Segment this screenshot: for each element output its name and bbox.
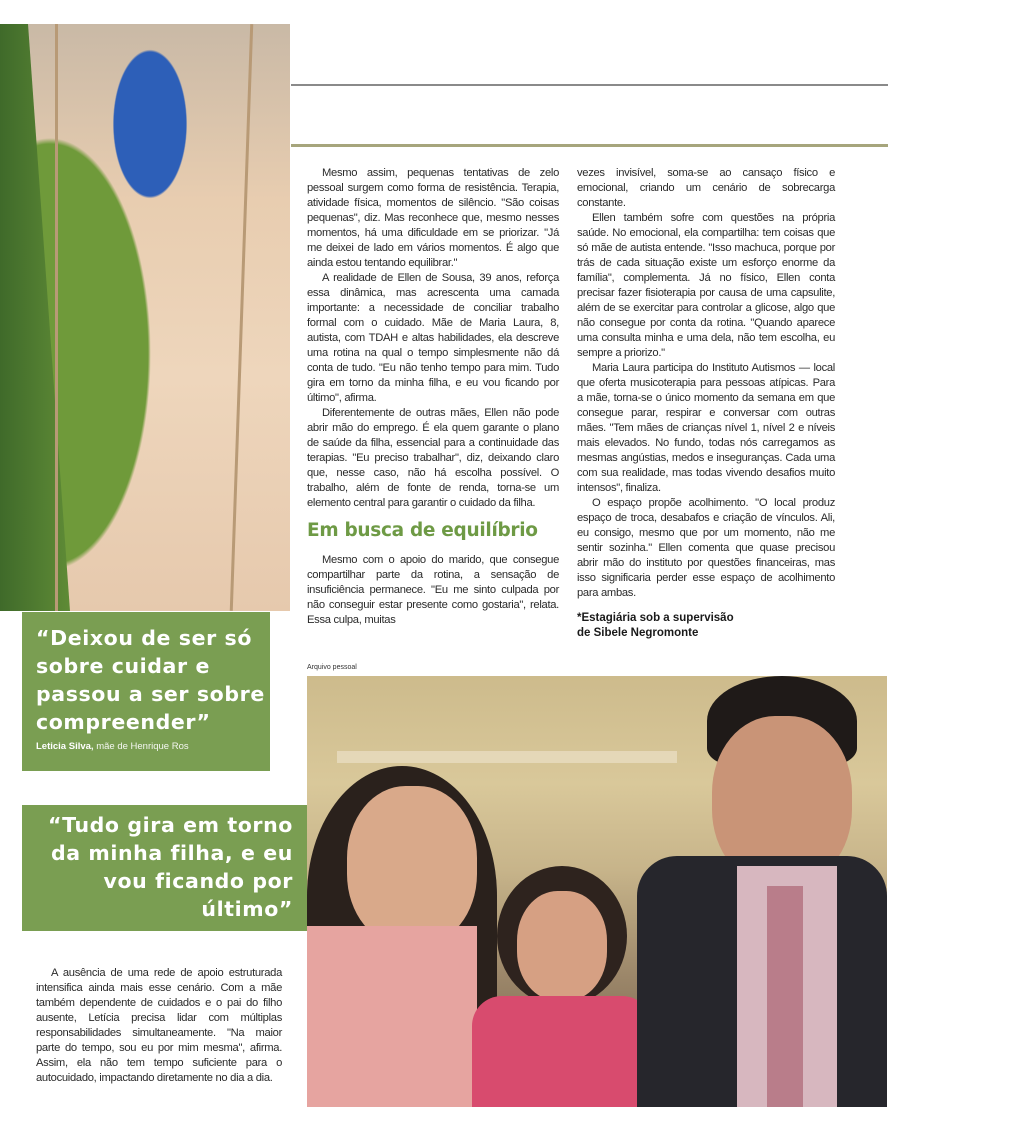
attribution-name: Ellen de Sousa, xyxy=(135,931,206,942)
balcony-railing xyxy=(337,751,677,763)
author-credit xyxy=(577,611,835,641)
pull-quote-attribution xyxy=(22,741,270,752)
pull-quote-text: “Tudo gira em torno da minha filha, e eu vou ficando por último” xyxy=(48,813,293,921)
paragraph: A ausência de uma rede de apoio estruturada intensifica ainda mais esse cenário. Com a mãe também dependente de cuidados e o pai do filho ausente, Letícia precisa lidar com múltiplas responsabilidades simultaneamente. "Na maior parte do tempo, sou eu por mim mesma", afirma. Assim, ela não tem tempo suficiente para o autocuidado, impactando diretamente no dia a dia. xyxy=(36,967,282,1084)
paragraph: O espaço propõe acolhimento. "O local produz espaço de troca, desabafos e criação de vínculos. Ali, eu consigo, mesmo que por um momento, não me sentir sozinha." Ellen comenta que quase precisou abrir mão do instituto por questões financeiras, mas isso significaria perder esse espaço de acolhimento para ambas. xyxy=(577,497,835,599)
father-tie xyxy=(767,886,803,1107)
paragraph: vezes invisível, soma-se ao cansaço físico e emocional, criando um cenário de sobrecarga constante. xyxy=(577,167,835,209)
pull-quote-ellen xyxy=(22,805,307,942)
photo-family xyxy=(307,676,887,1107)
paragraph: Diferentemente de outras mães, Ellen não pode abrir mão do emprego. É ela quem garante o plano de saúde da filha, essencial para a continuidade das terapias. "Eu preciso trabalhar", diz, deixando claro que, nesse caso, não há escolha possível. O trabalho, além de fonte de renda, torna-se um elemento central para garantir o cuidado da filha. xyxy=(307,407,559,509)
attribution-name: Leticia Silva, xyxy=(36,741,94,752)
photo-mother-playground xyxy=(0,24,290,611)
article-column-3 xyxy=(36,966,282,1086)
paragraph: Ellen também sofre com questões na própria saúde. No emocional, ela compartilha: tem coisas que só mãe de autista entende. "Isso machuca, porque por trás de cada situação existe um esforço enorme da família", complementa. Já no físico, Ellen conta precisar fazer fisioterapia por causa de uma capsulite, além de se exercitar para controlar a glicose, algo que não consegue por conta da rotina. "Quando aparece uma consulta minha e uma dela, não tem escolha, eu sempre a priorizo." xyxy=(577,212,835,359)
rope xyxy=(55,24,58,611)
pull-quote-leticia xyxy=(22,612,270,771)
paragraph: Maria Laura participa do Instituto Autismos — local que oferta musicoterapia para pessoas atípicas. Para a mãe, torna-se o único momento da semana em que consegue parar, respirar e conversar com outras mães. "Tem mães de crianças nível 1, nível 2 e níveis mais elevados. No fundo, todas nós carregamos as mesmas angústias, medos e inseguranças. Cada uma com sua realidade, mas todas vivendo desafios muito intensos", finaliza. xyxy=(577,362,835,494)
hammock-fabric xyxy=(0,24,70,611)
pull-quote-attribution xyxy=(22,931,307,942)
credit-line: *Estagiária sob a supervisão xyxy=(577,612,734,624)
photo-credit: Arquivo pessoal xyxy=(307,664,357,671)
paragraph: Mesmo assim, pequenas tentativas de zelo pessoal surgem como forma de resistência. Terapia, atividade física, momentos de silêncio. "São coisas pequenas", diz. Mas reconhece que, mesmo nesses momentos, há uma dificuldade em se priorizar. "Já me deixei de lado em vários momentos. É algo que ainda estou tentando equilibrar." xyxy=(307,167,559,269)
mother-face xyxy=(347,786,477,946)
attribution-role: mãe de Henrique Ros xyxy=(96,741,189,752)
article-column-1 xyxy=(307,166,559,628)
paragraph: A realidade de Ellen de Sousa, 39 anos, reforça essa dinâmica, mas acrescenta uma camada importante: a necessidade de conciliar trabalho formal com o cuidado. Mãe de Maria Laura, 8, autista, com TDAH e altas habilidades, ela descreve uma rotina na qual o tempo simplesmente não dá conta de tudo. "Eu não tenho tempo para mim. Tudo gira em torno da minha filha, e eu vou ficando por último", afirma. xyxy=(307,272,559,404)
credit-line: de Sibele Negromonte xyxy=(577,627,699,639)
mother-dress xyxy=(307,926,477,1107)
girl-dress xyxy=(472,996,652,1107)
header-rule xyxy=(291,84,888,86)
pull-quote-text: “Deixou de ser só sobre cuidar e passou a ser sobre compreender” xyxy=(36,626,265,734)
paragraph: Mesmo com o apoio do marido, que consegue compartilhar parte da rotina, a sensação de insuficiência permanece. "Eu me sinto culpada por não conseguir estar presente como gostaria", relata. Essa culpa, muitas xyxy=(307,554,559,626)
header-rule-green xyxy=(291,144,888,147)
attribution-role: mãe de Maria Laura xyxy=(207,931,293,942)
girl-face xyxy=(517,891,607,1001)
rope xyxy=(230,24,253,611)
article-column-2 xyxy=(577,166,835,641)
subheading: Em busca de equilíbrio xyxy=(307,520,538,541)
